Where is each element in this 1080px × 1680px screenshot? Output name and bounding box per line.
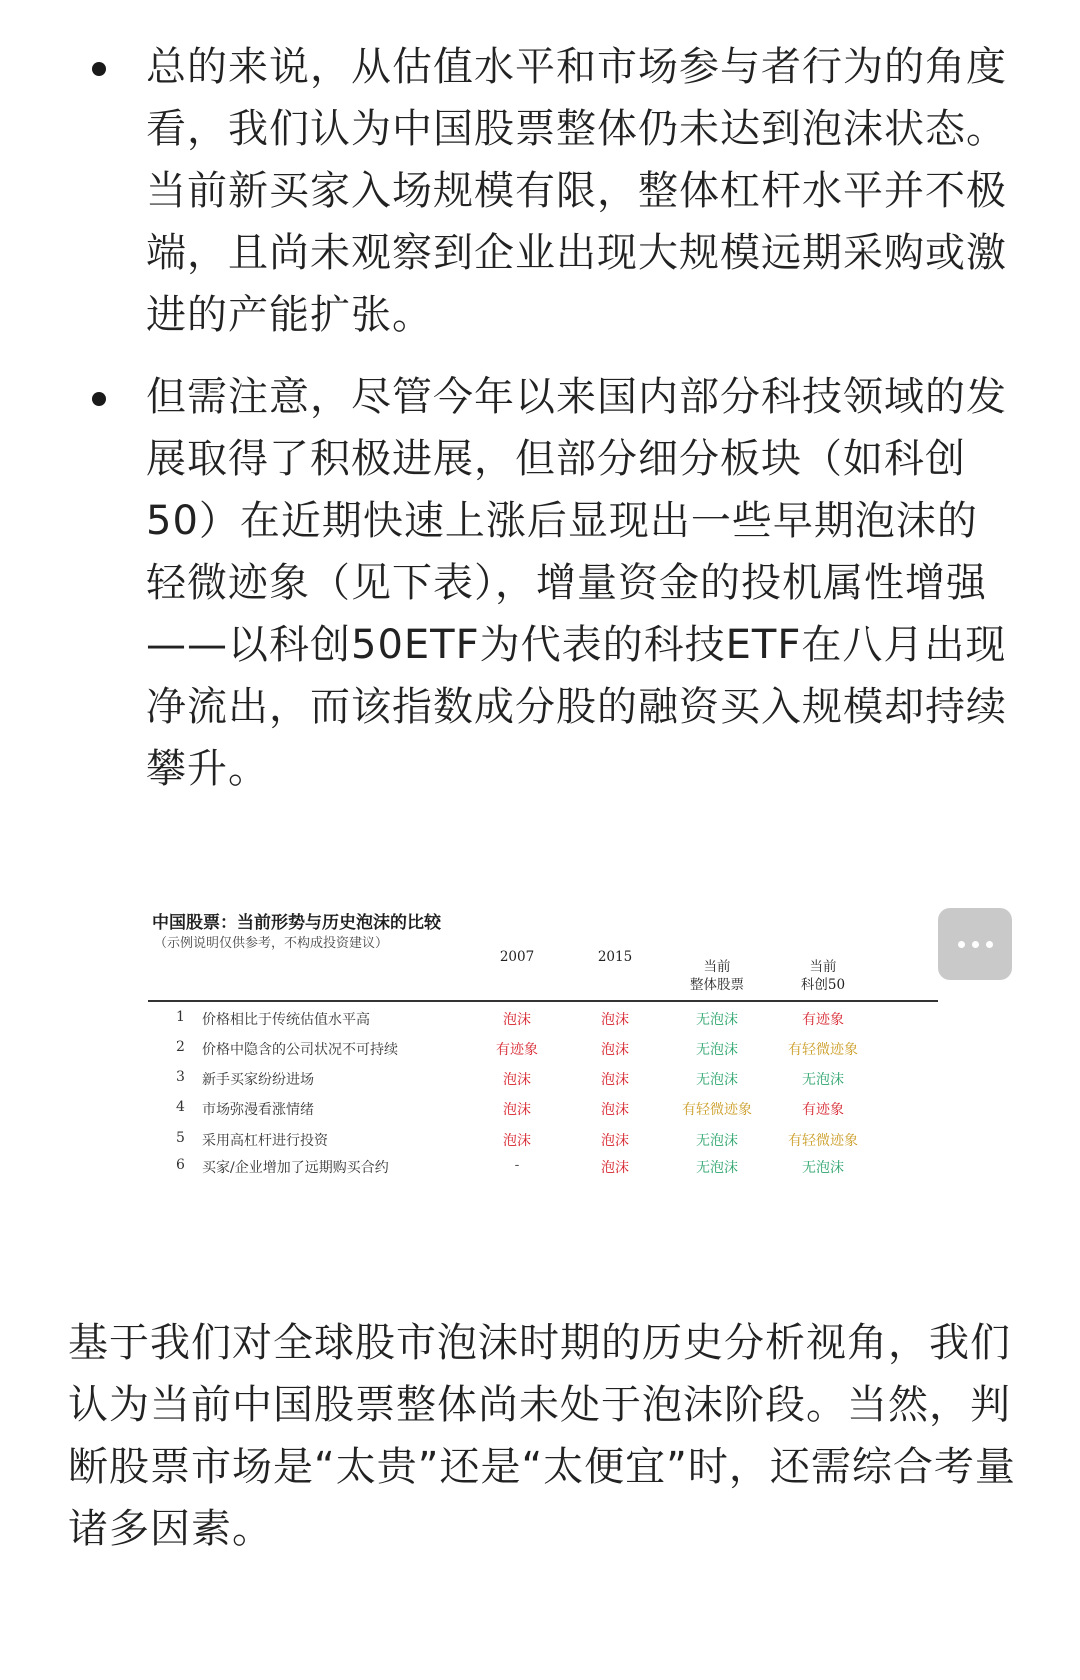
status-cell: 有轻微迹象 <box>788 1042 858 1058</box>
table-row <box>148 1007 938 1031</box>
header-rule <box>148 1000 938 1002</box>
row-number: 4 <box>176 1099 185 1115</box>
status-cell: 泡沫 <box>503 1133 531 1149</box>
table-row <box>148 1037 938 1061</box>
status-cell: 无泡沫 <box>696 1160 738 1176</box>
row-number: 5 <box>176 1130 185 1146</box>
row-number: 1 <box>176 1009 185 1025</box>
status-cell: 泡沫 <box>601 1133 629 1149</box>
status-cell: 有迹象 <box>802 1012 844 1028</box>
row-number: 6 <box>176 1157 185 1173</box>
row-label: 买家/企业增加了远期购买合约 <box>202 1160 389 1176</box>
bullet-dot-icon <box>92 62 106 76</box>
table-row <box>148 1097 938 1121</box>
column-header-current-overall: 当前 整体股票 <box>690 959 744 993</box>
status-cell: 泡沫 <box>503 1102 531 1118</box>
status-cell: 无泡沫 <box>696 1012 738 1028</box>
status-cell: 泡沫 <box>601 1102 629 1118</box>
row-label: 采用高杠杆进行投资 <box>202 1133 328 1149</box>
table-row <box>148 1155 938 1179</box>
status-cell: 泡沫 <box>503 1012 531 1028</box>
more-dots-icon <box>958 941 965 948</box>
status-cell: 泡沫 <box>601 1012 629 1028</box>
status-cell: 无泡沫 <box>802 1160 844 1176</box>
status-cell: 有轻微迹象 <box>788 1133 858 1149</box>
status-cell: 无泡沫 <box>802 1072 844 1088</box>
row-number: 3 <box>176 1069 185 1085</box>
status-cell: 有迹象 <box>802 1102 844 1118</box>
row-label: 新手买家纷纷进场 <box>202 1072 314 1088</box>
table-title: 中国股票：当前形势与历史泡沫的比较 <box>152 913 441 933</box>
row-label: 价格中隐含的公司状况不可持续 <box>202 1042 398 1058</box>
table-row <box>148 1067 938 1091</box>
bullet-item <box>0 36 1080 346</box>
conclusion-paragraph: 基于我们对全球股市泡沫时期的历史分析视角，我们认为当前中国股票整体尚未处于泡沫阶段。当然，判断股票市场是“太贵”还是“太便宜”时，还需综合考量诸多因素。 <box>68 1320 1016 1552</box>
status-cell: 泡沫 <box>601 1072 629 1088</box>
comparison-table-image[interactable] <box>148 900 948 1200</box>
table-row <box>148 1128 938 1152</box>
status-cell: 泡沫 <box>503 1072 531 1088</box>
status-cell: 无泡沫 <box>696 1133 738 1149</box>
status-cell: 有迹象 <box>496 1042 538 1058</box>
row-label: 市场弥漫看涨情绪 <box>202 1102 314 1118</box>
status-cell: 泡沫 <box>601 1042 629 1058</box>
status-cell: 无泡沫 <box>696 1042 738 1058</box>
table-subtitle: （示例说明仅供参考，不构成投资建议） <box>154 936 389 951</box>
row-number: 2 <box>176 1039 185 1055</box>
column-header-2015: 2015 <box>597 949 633 965</box>
more-options-button[interactable] <box>938 908 1012 980</box>
bullet-list <box>0 36 1080 820</box>
status-cell: 泡沫 <box>601 1160 629 1176</box>
bullet-dot-icon <box>92 392 106 406</box>
bullet-item <box>0 366 1080 800</box>
status-cell: - <box>514 1157 520 1173</box>
row-label: 价格相比于传统估值水平高 <box>202 1012 370 1028</box>
column-header-current-star50: 当前 科创50 <box>800 959 846 993</box>
bullet-text: 总的来说，从估值水平和市场参与者行为的角度看，我们认为中国股票整体仍未达到泡沫状态。当前新买家入场规模有限，整体杠杆水平并不极端，且尚未观察到企业出现大规模远期采购或激进的产能扩张。 <box>146 44 1007 338</box>
status-cell: 无泡沫 <box>696 1072 738 1088</box>
status-cell: 有轻微迹象 <box>682 1102 752 1118</box>
bullet-text: 但需注意，尽管今年以来国内部分科技领域的发展取得了积极进展，但部分细分板块（如科创50）在近期快速上涨后显现出一些早期泡沫的轻微迹象（见下表），增量资金的投机属性增强——以科创50ETF为代表的科技ETF在八月出现净流出，而该指数成分股的融资买入规模却持续攀升。 <box>146 374 1007 792</box>
column-header-2007: 2007 <box>499 949 535 965</box>
